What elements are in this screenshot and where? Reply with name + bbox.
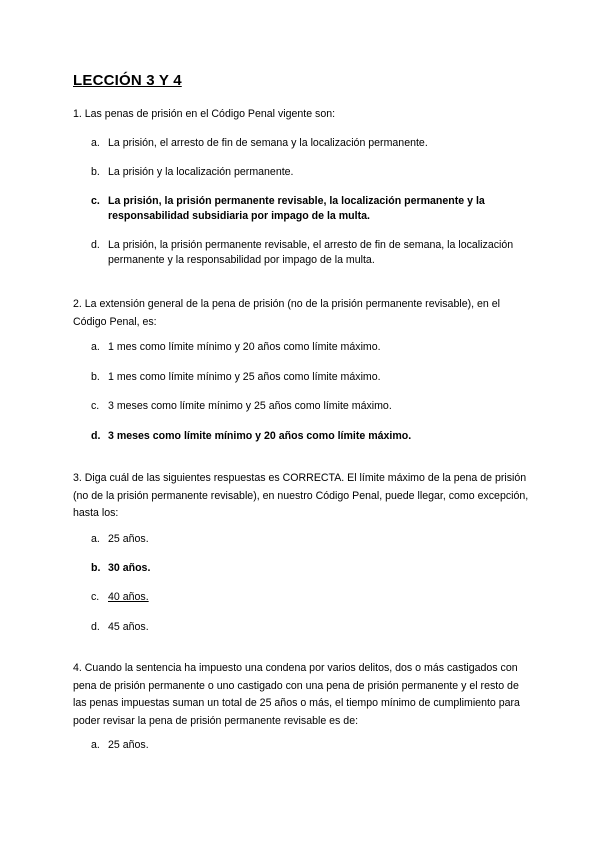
option-letter: d. — [91, 621, 100, 633]
option-text: La prisión y la localización permanente. — [108, 166, 294, 178]
option-letter: c. — [91, 591, 100, 603]
question-4-option-a — [91, 738, 531, 753]
option-letter: b. — [91, 562, 101, 574]
question-1-option-a — [91, 136, 531, 151]
option-letter: a. — [91, 739, 100, 751]
option-letter: a. — [91, 533, 100, 545]
option-text: 25 años. — [108, 533, 149, 545]
option-letter: c. — [91, 400, 100, 412]
option-text: 3 meses como límite mínimo y 20 años como límite máximo. — [108, 430, 412, 442]
option-letter: c. — [91, 195, 100, 207]
question-1: 1. Las penas de prisión en el Código Penal vigente son: — [73, 108, 336, 120]
question-4: 4. Cuando la sentencia ha impuesto una condena por varios delitos, dos o más castigados con pena de prisión permanente o uno castigado con una pena de prisión permanente y el resto de las penas impuestas suman un total de 25 años o más, el tiempo mínimo de cumplimiento para poder revisar la pena de prisión permanente revisable es de: — [73, 662, 520, 727]
question-3-option-c — [91, 590, 531, 605]
option-letter: a. — [91, 341, 100, 353]
option-text: 40 años. — [108, 591, 149, 603]
question-3-option-d — [91, 620, 531, 635]
option-letter: b. — [91, 166, 100, 178]
option-text: La prisión, la prisión permanente revisable, la localización permanente y la responsabilidad subsidiaria por impago de la multa. — [108, 195, 485, 222]
option-text: La prisión, la prisión permanente revisable, el arresto de fin de semana, la localización permanente y la responsabilidad por impago de la multa. — [108, 239, 514, 266]
question-2-option-d — [91, 429, 531, 444]
option-letter: d. — [91, 430, 101, 442]
option-text: 1 mes como límite mínimo y 20 años como límite máximo. — [108, 341, 381, 353]
page-title: LECCIÓN 3 Y 4 — [73, 72, 182, 89]
question-2: 2. La extensión general de la pena de prisión (no de la prisión permanente revisable), en el Código Penal, es: — [73, 298, 500, 328]
question-3-option-b — [91, 561, 531, 576]
option-text: 45 años. — [108, 621, 149, 633]
option-letter: a. — [91, 137, 100, 149]
option-text: 1 mes como límite mínimo y 25 años como límite máximo. — [108, 371, 381, 383]
option-letter: b. — [91, 371, 100, 383]
question-2-option-b — [91, 370, 531, 385]
question-1-option-c — [91, 194, 531, 224]
option-text: 25 años. — [108, 739, 149, 751]
option-letter: d. — [91, 239, 100, 251]
question-2-option-c — [91, 399, 531, 414]
question-2-option-a — [91, 340, 531, 355]
option-text: 3 meses como límite mínimo y 25 años como límite máximo. — [108, 400, 392, 412]
question-1-option-d — [91, 238, 531, 268]
option-text: La prisión, el arresto de fin de semana y la localización permanente. — [108, 137, 428, 149]
question-3-option-a — [91, 532, 531, 547]
question-1-option-b — [91, 165, 531, 180]
question-3: 3. Diga cuál de las siguientes respuestas es CORRECTA. El límite máximo de la pena de prisión (no de la prisión permanente revisable), en nuestro Código Penal, puede llegar, como excepción, hasta los: — [73, 472, 529, 519]
option-text: 30 años. — [108, 562, 151, 574]
